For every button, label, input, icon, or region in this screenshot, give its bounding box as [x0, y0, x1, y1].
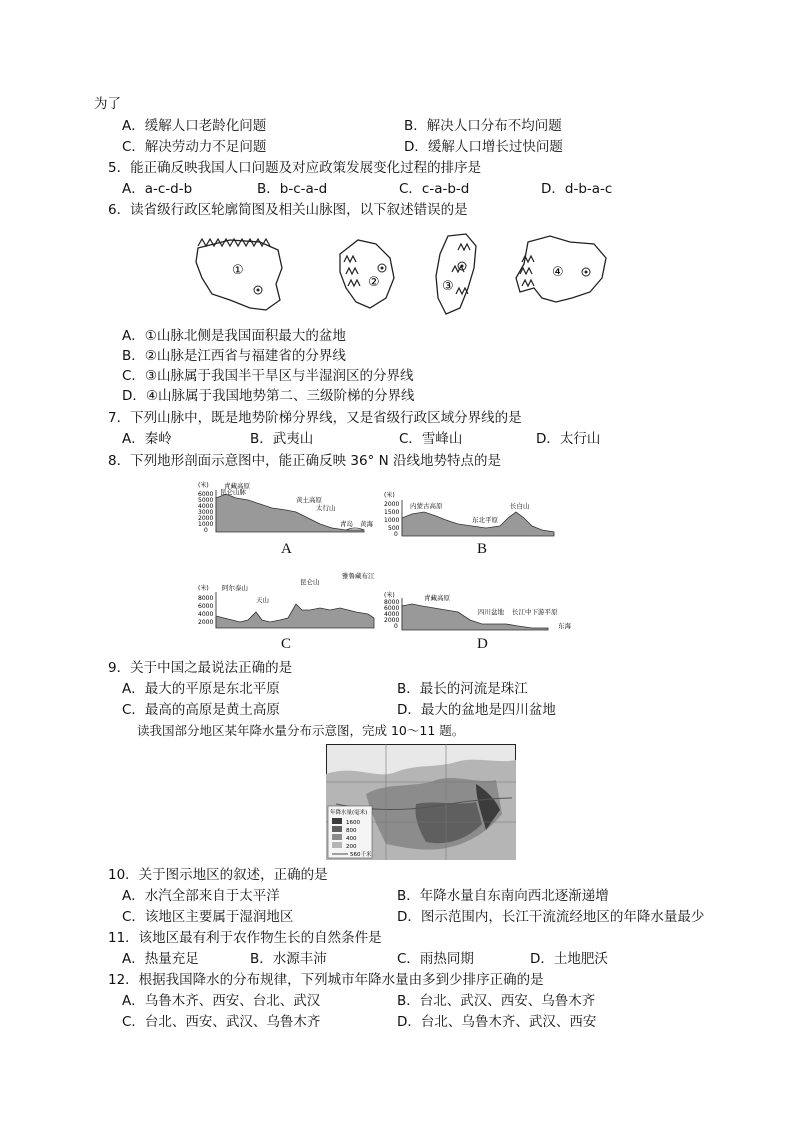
profile-d-tick: 2000 [384, 617, 400, 624]
profile-a-ticks [198, 491, 213, 534]
province-2-label: ② [368, 275, 380, 290]
profile-c-tick: 8000 [198, 595, 214, 602]
province-3-outline [436, 234, 476, 314]
province-2-outline [340, 240, 394, 308]
profile-c-unit: (米) [198, 585, 209, 592]
q12-option-b[interactable]: B．台北、武汉、西安、乌鲁木齐 [397, 993, 596, 1009]
profile-a-tick: 5000 [198, 497, 214, 504]
profile-d-tick: 4000 [384, 611, 400, 618]
profile-d-tick: 6000 [384, 605, 400, 612]
q5-option-b[interactable]: B．b-c-a-d [257, 181, 328, 197]
profile-b-unit: (米) [384, 492, 395, 499]
q6-stem: 6．读省级行政区轮廓简图及相关山脉图，以下叙述错误的是 [108, 202, 468, 218]
profile-a-tick: 3000 [198, 509, 214, 516]
mountain-range-4-icon [520, 256, 534, 286]
profile-a-figure [196, 480, 381, 538]
profile-b-label: 东北平原 [472, 516, 498, 524]
mountain-range-3-icon [452, 244, 470, 294]
q4-option-a[interactable]: A．缓解人口老龄化问题 [122, 118, 267, 134]
profile-a-label: 昆仑山脉 [220, 488, 246, 496]
q12-stem: 12．根据我国降水的分布规律，下列城市年降水量由多到少排序正确的是 [108, 972, 544, 988]
q6-option-b[interactable]: B．②山脉是江西省与福建省的分界线 [122, 348, 346, 364]
profile-a-tick: 0 [204, 527, 208, 534]
profile-a-tick: 6000 [198, 491, 214, 498]
profile-c-label: 雅鲁藏布江 [342, 572, 375, 580]
province-4-label: ④ [552, 265, 564, 280]
map-legend-title: 年降水量(毫米) [330, 810, 368, 816]
profile-a-tick: 2000 [198, 515, 214, 522]
profile-c-tick: 4000 [198, 611, 214, 618]
profile-a-caption: A [281, 541, 292, 557]
q4-option-d[interactable]: D．缓解人口增长过快问题 [404, 139, 563, 155]
q7-stem: 7．下列山脉中，既是地势阶梯分界线，又是省级行政区域分界线的是 [108, 410, 522, 426]
profile-a-tick: 4000 [198, 503, 214, 510]
profile-a-label: 青岛 [340, 520, 353, 528]
profile-a-label: 黄海 [360, 520, 373, 528]
map-legend-value: 200 [346, 844, 357, 850]
q7-option-c[interactable]: C．雪峰山 [399, 431, 463, 447]
profile-b-tick: 1500 [384, 509, 400, 516]
q6-option-c[interactable]: C．③山脉属于我国半干旱区与半湿润区的分界线 [122, 368, 414, 384]
q12-option-c[interactable]: C．台北、西安、武汉、乌鲁木齐 [122, 1014, 321, 1030]
q5-option-a[interactable]: A．a-c-d-b [122, 181, 193, 197]
profile-b-label: 长白山 [510, 502, 530, 510]
province-outline-figure [190, 228, 610, 324]
q9-option-b[interactable]: B．最长的河流是珠江 [397, 681, 528, 697]
q12-option-a[interactable]: A．乌鲁木齐、西安、台北、武汉 [122, 993, 321, 1009]
map-legend-value: 800 [346, 828, 357, 834]
profile-a-label: 黄土高原 [296, 496, 322, 504]
profile-d-label: 长江中下游平原 [512, 608, 558, 616]
q8-stem: 8．下列地形剖面示意图中，能正确反映 36° N 沿线地势特点的是 [108, 453, 501, 469]
profile-b-figure [382, 490, 567, 538]
profile-c-figure [196, 570, 381, 632]
q5-option-c[interactable]: C．c-a-b-d [399, 181, 470, 197]
profile-b-tick: 0 [394, 531, 398, 538]
profile-d-label: 四川盆地 [478, 608, 504, 616]
precipitation-map [326, 744, 516, 860]
province-3-label: ③ [442, 279, 454, 294]
q12-option-d[interactable]: D．台北、乌鲁木齐、武汉、西安 [397, 1014, 597, 1030]
profile-c-label: 阿尔泰山 [222, 584, 248, 592]
profile-a-label: 青藏高原 [224, 482, 250, 490]
q10-option-b[interactable]: B．年降水量自东南向西北逐渐递增 [397, 888, 609, 904]
q10-option-a[interactable]: A．水汽全部来自于太平洋 [122, 888, 280, 904]
profile-c-tick: 2000 [198, 619, 214, 626]
profile-a-unit: (米) [198, 482, 209, 489]
profile-d-unit: (米) [384, 592, 395, 599]
q11-option-a[interactable]: A．热量充足 [122, 951, 199, 967]
map-legend-value: 400 [346, 836, 357, 842]
profile-c-terrain [216, 604, 374, 628]
q4-option-b[interactable]: B．解决人口分布不均问题 [404, 118, 562, 134]
q5-option-d[interactable]: D．d-b-a-c [541, 181, 613, 197]
q7-option-b[interactable]: B．武夷山 [250, 431, 314, 447]
q10-stem: 10．关于图示地区的叙述，正确的是 [108, 867, 328, 883]
q9-stem: 9．关于中国之最说法正确的是 [108, 660, 293, 676]
q9-option-d[interactable]: D．最大的盆地是四川盆地 [397, 702, 556, 718]
profile-a-tick: 1000 [198, 521, 214, 528]
q7-option-a[interactable]: A．秦岭 [122, 431, 172, 447]
profile-c-caption: C [281, 636, 292, 652]
profile-b-tick: 1000 [384, 517, 400, 524]
profile-d-tick: 0 [394, 623, 398, 630]
profile-d-label: 青藏高原 [424, 594, 450, 602]
q11-option-c[interactable]: C．雨热同期 [397, 951, 474, 967]
profile-d-caption: D [477, 636, 488, 652]
q6-option-a[interactable]: A．①山脉北侧是我国面积最大的盆地 [122, 328, 346, 344]
profile-b-tick: 500 [388, 525, 400, 532]
q10-option-d[interactable]: D．图示范围内，长江干流流经地区的年降水量最少 [397, 909, 705, 925]
q9-option-a[interactable]: A．最大的平原是东北平原 [122, 681, 280, 697]
q6-option-d[interactable]: D．④山脉属于我国地势第二、三级阶梯的分界线 [122, 388, 415, 404]
mountain-range-2-icon [344, 256, 360, 286]
q4-option-c[interactable]: C．解决劳动力不足问题 [122, 139, 267, 155]
q11-option-b[interactable]: B．水源丰沛 [250, 951, 327, 967]
profile-c-label: 天山 [256, 596, 269, 604]
reading-intro: 读我国部分地区某年降水量分布示意图，完成 10～11 题。 [137, 723, 465, 738]
profile-b-tick: 2000 [384, 501, 400, 508]
q7-option-d[interactable]: D．太行山 [536, 431, 601, 447]
profile-a-label: 太行山 [316, 504, 336, 512]
q11-option-d[interactable]: D．土地肥沃 [530, 951, 608, 967]
province-1-label: ① [232, 263, 244, 278]
q11-stem: 11．该地区最有利于农作物生长的自然条件是 [108, 930, 382, 946]
profile-c-tick: 6000 [198, 603, 214, 610]
q10-option-c[interactable]: C．该地区主要属于湿润地区 [122, 909, 294, 925]
q9-option-c[interactable]: C．最高的高原是黄土高原 [122, 702, 280, 718]
q4-continuation: 为了 [94, 96, 121, 112]
map-legend-value: 1600 [346, 820, 360, 826]
profile-d-tick: 8000 [384, 599, 400, 606]
profile-d-label: 东海 [558, 622, 571, 630]
q5-stem: 5．能正确反映我国人口问题及对应政策发展变化过程的排序是 [108, 160, 482, 176]
profile-b-caption: B [477, 541, 488, 557]
profile-b-label: 内蒙古高原 [410, 502, 443, 510]
profile-d-figure [382, 590, 582, 632]
map-scale: 560千米 [350, 852, 372, 858]
profile-c-label: 昆仑山 [300, 578, 320, 586]
